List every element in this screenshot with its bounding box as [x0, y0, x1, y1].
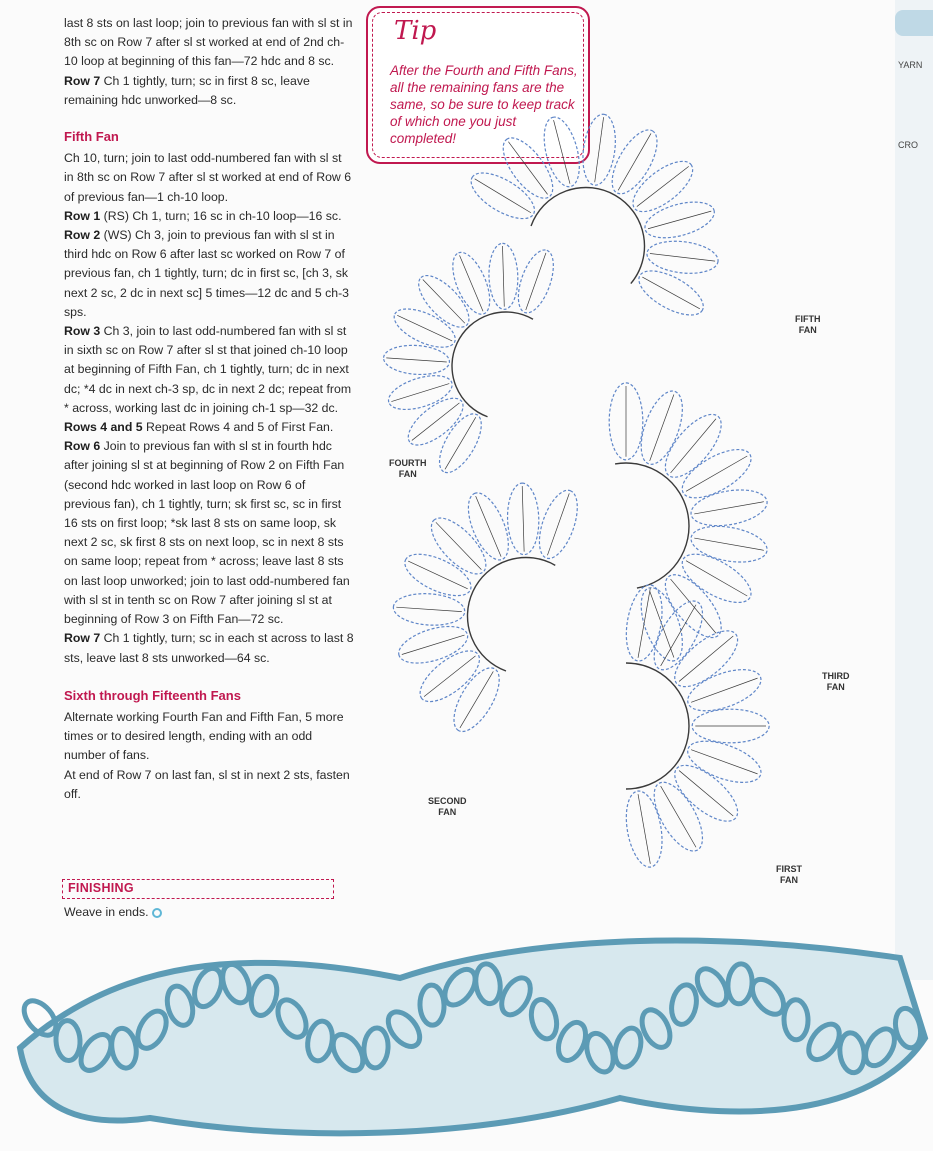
fan-spoke [671, 419, 716, 473]
finishing-text: Weave in ends. [64, 905, 162, 919]
end-of-pattern-icon [152, 908, 162, 918]
fan-spoke [445, 417, 476, 469]
first-fan-label: FIRST FAN [776, 864, 802, 885]
fan-spoke [694, 538, 764, 550]
fan-spoke [522, 486, 524, 552]
fan-spoke [638, 588, 650, 658]
second-fan-label: SECOND FAN [428, 796, 467, 817]
crochet-chart-diagram [376, 36, 876, 916]
fan-spoke [595, 117, 604, 182]
fan-1 [464, 112, 720, 324]
fan-spoke [423, 280, 465, 324]
instructions-column [64, 14, 354, 804]
fan-spoke [671, 579, 716, 633]
sidebar-line: CRO [898, 140, 918, 150]
finishing-heading-box [62, 879, 334, 899]
fan-spoke [412, 403, 460, 441]
fan-center-arc [615, 463, 689, 588]
sixth-fifteenth-text-2: At end of Row 7 on last fan, sl st in next 2 sts, fasten off. [64, 767, 350, 801]
fan-spoke [686, 456, 747, 491]
fan-2 [383, 243, 561, 479]
fan-spoke [508, 142, 547, 195]
sixth-fifteenth-heading: Sixth through Fifteenth Fans [64, 687, 241, 703]
fan-spoke [638, 794, 650, 864]
fan-spoke [618, 133, 651, 190]
scarf-group [18, 941, 925, 1134]
fan-spoke [650, 253, 715, 261]
row7-paragraph: Row 7 Ch 1 tightly, turn; sc in first 8 sc, leave remaining hdc unworked—8 sc. [64, 73, 310, 107]
fan-spoke [554, 120, 570, 184]
fan-spoke [386, 358, 446, 362]
fifth-row-7: Row 7 Ch 1 tightly, turn; sc in each st across to last 8 sts, leave last 8 sts unworked—64 sc. [64, 631, 354, 665]
fan-spoke [526, 253, 546, 310]
tip-body: After the Fourth and Fifth Fans, all the remaining fans are the same, so be sure to keep track of which one you just completed! [390, 63, 578, 146]
fifth-row-2: Row 2 (WS) Ch 3, join to previous fan with sl st in third hdc on Row 6 after last sc worked on Row 7 of previous fan, ch 1 tightly, turn; dc in first sc, [ch 3, sk next 2 sc, 2 dc in next sc] 5 times—12 dc and 5 ch-3 sps. [64, 228, 350, 319]
fan-spoke [436, 522, 482, 569]
sixth-fifteenth-text: Alternate working Fourth Fan and Fifth Fan, 5 more times or to desired length, ending with an odd number of fans. [64, 709, 344, 763]
continued-paragraph: last 8 sts on last loop; join to previous fan with sl st in 8th sc on Row 7 after sl st worked at end of 2nd ch-10 loop at beginning of this fan—72 hdc and 8 sc. [64, 16, 353, 69]
fan-spoke [642, 277, 699, 309]
fan-group [383, 112, 770, 870]
fifth-row-6: Row 6 Join to previous fan with sl st in fourth hdc after joining sl st at beginning of Row 2 on Fifth Fan (second hdc worked in last loop on Row 6 of previous fan), ch 1 tightly, turn; sk first sc, sc in first 16 sts on first loop; *sk last 8 sts on same loop, sk next 2 sc, sk first 8 sts on next loop, sc in next 8 sts on same loop; repeat from * across; leave last 8 sts on last loop unworked; join to last odd-numbered fan with sl st in tenth sc on Row 7 after joining sl st at beginning of Row 3 on Fifth Fan—72 sc. [64, 439, 350, 627]
fan-spoke [679, 771, 733, 816]
sidebar-band [895, 10, 933, 36]
fan-center-arc [531, 188, 644, 284]
fan-spoke [637, 166, 689, 206]
fan-spoke [475, 179, 531, 213]
fan-center-arc [452, 312, 533, 417]
fan-spoke [503, 246, 505, 307]
tip-title: Tip [394, 16, 437, 46]
fourth-fan-label: FOURTH FAN [389, 458, 427, 479]
fan-spoke [547, 493, 569, 555]
third-fan-label: THIRD FAN [822, 671, 850, 692]
fan-center-arc [468, 558, 556, 671]
fan-spoke [686, 561, 747, 596]
fan-center-arc [626, 663, 689, 789]
fan-3 [609, 383, 770, 666]
fan-spoke [424, 656, 475, 697]
sidebar-strip [895, 0, 933, 980]
fan-4 [392, 483, 585, 739]
sidebar-line: YARN [898, 60, 923, 70]
fan-spoke [460, 671, 493, 728]
finishing-heading: FINISHING [68, 881, 134, 895]
fan-spoke [396, 607, 461, 611]
fan-5 [621, 582, 769, 870]
fan-spoke [661, 786, 696, 847]
fan-spoke [408, 561, 467, 589]
fifth-row-3: Row 3 Ch 3, join to last odd-numbered fan with sl st in sixth sc on Row 7 after sl st that joined ch-10 loop at beginning of Fifth Fan, ch 1 tightly, turn; dc in next dc; *4 dc in next ch-3 sp, dc in next 2 dc; repeat from * across, working last dc in joining ch-1 sp—32 dc. [64, 324, 352, 415]
fan-spoke [648, 211, 711, 229]
fifth-row-4-5: Rows 4 and 5 Repeat Rows 4 and 5 of First Fan. [64, 420, 334, 435]
fifth-fan-heading: Fifth Fan [64, 129, 119, 145]
row-label: Row 7 [64, 73, 101, 88]
fifth-fan-label: FIFTH FAN [795, 314, 821, 335]
fan-spoke [397, 315, 452, 341]
fifth-fan-intro: Ch 10, turn; join to last odd-numbered fan with sl st in 8th sc on Row 7 after sl st worked at end of Row 6 of previous fan—1 ch-10 loop. [64, 151, 352, 204]
fifth-row-1: Row 1 (RS) Ch 1, turn; 16 sc in ch-10 loop—16 sc. [64, 208, 342, 223]
fan-spoke [694, 502, 764, 514]
fan-spoke [679, 636, 733, 681]
finished-scarf-photo [0, 918, 933, 1151]
fan-spoke [691, 678, 757, 702]
